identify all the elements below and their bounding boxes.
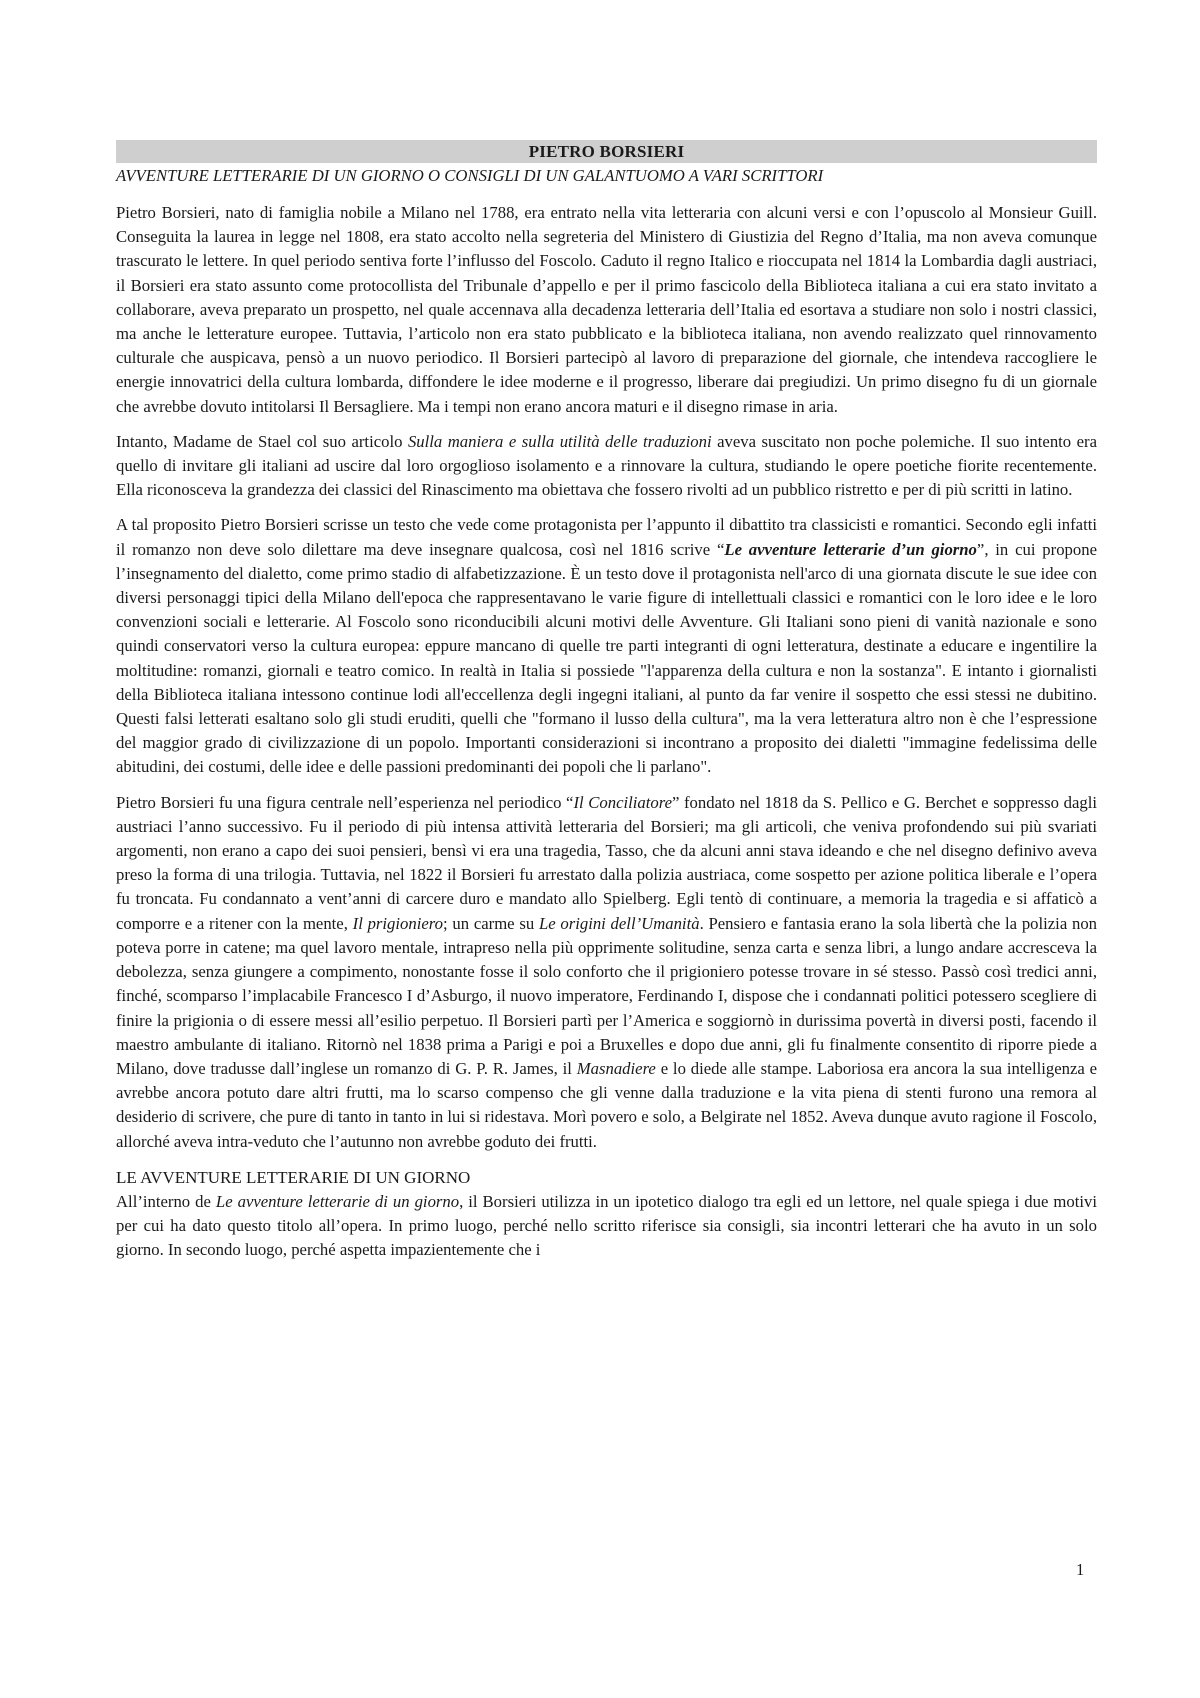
emphasis-masnadiere: Masnadiere [576, 1058, 656, 1078]
text-run: ”, in cui propone l’insegnamento del dialetto, come primo stadio di alfabetizzazione. È un testo dove il protagonista nell'arco di una giornata discute le sue idee con diversi personaggi tipici della Milano dell'epoca che rappresentavano le varie figure di intellettuali classici e romantici con le loro idee e le loro convenzioni sociali e letterarie. Al Foscolo sono riconducibili alcuni motivi delle Avventure. Gli Italiani sono pieni di vanità nazionale e sono quindi conservatori verso la cultura europea: eppure mancano di quelle tre parti integranti di ogni letteratura, destinate a educare e ingentilire la moltitudine: romanzi, giornali e teatro comico. In realtà in Italia si possiede "l'apparenza della cultura e non la sostanza". E intanto i giornalisti della Biblioteca italiana intessono continue lodi all'eccellenza degli ingegni italiani, al punto da far venire il sospetto che essi stessi ne dubitino. Questi falsi letterati esaltano solo gli studi eruditi, quelli che "formano il lusso della cultura", ma la vera letteratura altro non è che l’espressione del maggior grado di civilizzazione di un popolo. Importanti considerazioni si incontrano a proposito dei dialetti "immagine fedelissima delle abitudini, dei costumi, delle idee e delle passioni predominanti dei popoli che li parlano". [116, 539, 1097, 777]
emphasis-prigioniero: Il prigioniero [352, 913, 443, 933]
text-run: ; un carme su [443, 913, 539, 933]
paragraph-avventure [116, 513, 1097, 779]
text-run: e lo diede alle stampe. Laboriosa era ancora la sua intelligenza e avrebbe ancora potuto dare altri frutti, ma lo scarso compenso che gli venne dalla traduzione e la vita piena di stenti furono una remora al desiderio di scrivere, che pure di tanto in tanto in lui si ridestava. Morì povero e solo, a Belgirate nel 1852. Aveva dunque avuto ragione il Foscolo, allorché aveva intra-veduto che l’autunno non avrebbe goduto dei frutti. [116, 1058, 1097, 1151]
emphasis-stael-article: Sulla maniera e sulla utilità delle traduzioni [407, 431, 712, 451]
paragraph-stael [116, 430, 1097, 503]
text-run: A tal proposito Pietro Borsieri scrisse un testo che vede come protagonista per l’appunto il dibattito tra classicisti e romantici. Secondo egli infatti il romanzo non deve solo dilettare ma deve insegnare qualcosa, così nel 1816 scrive “ [116, 515, 1097, 559]
paragraph-section-intro [116, 1190, 1097, 1263]
paragraph-biography [116, 201, 1097, 419]
text-run: Pietro Borsieri fu una figura centrale nell’esperienza nel periodico “ [116, 792, 574, 812]
document-title: PIETRO BORSIERI [116, 140, 1097, 163]
text-run: . Pensiero e fantasia erano la sola libertà che la polizia non poteva porre in catene; ma quel lavoro mentale, intrapreso nella più opprimente solitudine, senza carta e senza libri, a lungo andare accresceva la debolezza, senza giungere a compimento, nonostante fosse il solo conforto che il prigioniero potesse trovare in sé stesso. Passò così tredici anni, finché, scomparso l’implacabile Francesco I d’Asburgo, il nuovo imperatore, Ferdinando I, dispose che i condannati politici potessero scegliere di finire la prigionia o di essere messi all’esilio perpetuo. Il Borsieri partì per l’America e soggiornò in durissima povertà in diversi posti, facendo il maestro ambulante di italiano. Ritornò nel 1838 prima a Parigi e poi a Bruxelles e dopo due anni, gli fu finalmente consentito di riporre piede a Milano, dove tradusse dall’inglese un romanzo di G. P. R. James, il [116, 913, 1098, 1078]
emphasis-conciliatore: Il Conciliatore [573, 792, 672, 812]
text-run: Intanto, Madame de Stael col suo articolo [116, 431, 408, 451]
document-page [116, 140, 1097, 1262]
document-subtitle: AVVENTURE LETTERARIE DI UN GIORNO O CONSIGLI DI UN GALANTUOMO A VARI SCRITTORI [116, 166, 824, 185]
text-run: , il Borsieri utilizza in un ipotetico dialogo tra egli ed un lettore, nel quale spiega i due motivi per cui ha dato questo titolo all’opera. In primo luogo, perché nello scritto riferisce sia consigli, sia incontri letterari che ha avuto in un solo giorno. In secondo luogo, perché aspetta impazientemente che i [116, 1191, 1097, 1260]
emphasis-work-title: Le avventure letterarie d’un giorno [724, 539, 977, 559]
text-run: ” fondato nel 1818 da S. Pellico e G. Berchet e soppresso dagli austriaci l’anno successivo. Fu il periodo di più intensa attività letteraria del Borsieri; ma gli articoli, che veniva profondendo sui più svariati argomenti, non erano a capo dei suoi pensieri, bensì vi era una tragedia, Tasso, che da alcuni anni stava ideando e che nel disegno definivo aveva preso la forma di una trilogia. Tuttavia, nel 1822 il Borsieri fu arrestato dalla polizia austriaca, come sospetto per azione politica liberale e l’opera fu troncata. Fu condannato a vent’anni di carcere duro e mandato allo Spielberg. Egli tentò di continuare, a memoria la tragedia e si affaticò a comporre e a ritener con la mente, [116, 792, 1097, 933]
text-run: aveva suscitato non poche polemiche. Il suo intento era quello di invitare gli italiani ad uscire dal loro orgoglioso isolamento e a rinnovare la cultura, studiando le opere poetiche fiorite recentemente. Ella riconosceva la grandezza dei classici del Rinascimento ma obiettava che fossero rivolti ad un pubblico ristretto e per di più scritti in latino. [116, 431, 1098, 500]
text-run: All’interno de [116, 1191, 216, 1211]
section-heading: LE AVVENTURE LETTERARIE DI UN GIORNO [116, 1167, 471, 1187]
paragraph-conciliatore [116, 791, 1097, 1154]
paragraph-biography-text: Pietro Borsieri, nato di famiglia nobile a Milano nel 1788, era entrato nella vita letteraria con alcuni versi e con l’opuscolo al Monsieur Guill. Conseguita la laurea in legge nel 1808, era stato accolto nella segreteria del Ministero di Giustizia del Regno d’Italia, ma non aveva comunque trascurato le lettere. In quel periodo sentiva forte l’influsso del Foscolo. Caduto il regno Italico e rioccupata nel 1814 la Lombardia dagli austriaci, il Borsieri era stato assunto come protocollista del Tribunale d’appello e per il primo fascicolo della Biblioteca italiana a cui era stato invitato a collaborare, aveva preparato un prospetto, nel quale accennava alla decadenza letteraria dell’Italia ed esortava a studiare non solo i nostri classici, ma anche le letterature europee. Tuttavia, l’articolo non era stato pubblicato e la biblioteca italiana, non avendo realizzato quel rinnovamento culturale che auspicava, pensò a un nuovo periodico. Il Borsieri partecipò al lavoro di preparazione del giornale, che intendeva raccogliere le energie innovatrici della cultura lombarda, diffondere le idee moderne e il progresso, liberare dai pregiudizi. Un primo disegno fu di un giornale che avrebbe dovuto intitolarsi Il Bersagliere. Ma i tempi non erano ancora maturi e il disegno rimase in aria. [116, 203, 1097, 416]
emphasis-work-title-2: Le avventure letterarie di un giorno [215, 1191, 460, 1211]
emphasis-origini: Le origini dell’Umanità [538, 913, 700, 933]
page-number: 1 [1076, 1560, 1085, 1579]
